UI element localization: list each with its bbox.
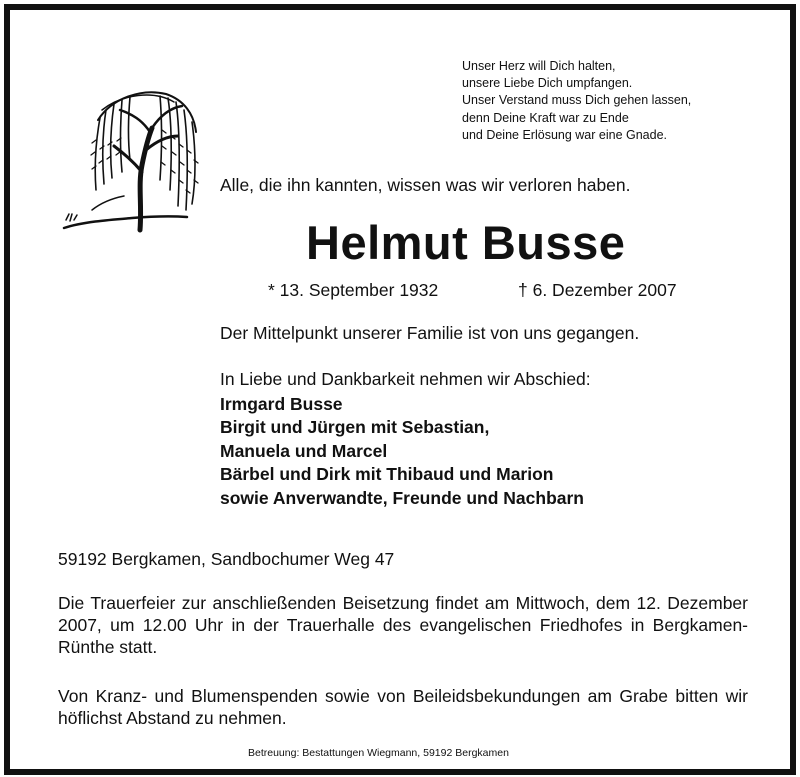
mourners-list [220, 393, 584, 510]
mourner-line: sowie Anverwandte, Freunde und Nachbarn [220, 487, 584, 508]
poem [462, 58, 691, 144]
mourner-line: Manuela und Marcel [220, 440, 388, 461]
ceremony-notice: Die Trauerfeier zur anschließenden Beisetzung findet am Mittwoch, dem 12. Dezember 2007, um 12.00 Uhr in der Trauerhalle des evangelischen Friedhofes in Bergkamen-Rünthe statt. [58, 593, 748, 657]
poem-line: denn Deine Kraft war zu Ende [462, 110, 629, 125]
poem-line: unsere Liebe Dich umpfangen. [462, 76, 633, 91]
farewell-line: In Liebe und Dankbarkeit nehmen wir Abschied: [220, 369, 591, 389]
family-address: 59192 Bergkamen, Sandbochumer Weg 47 [58, 549, 395, 569]
flowers-notice: Von Kranz- und Blumenspenden sowie von Beileidsbekundungen am Grabe bitten wir höflichst Abstand zu nehmen. [58, 686, 748, 728]
weeping-willow-icon [62, 80, 202, 250]
mourner-line: Birgit und Jürgen mit Sebastian, [220, 417, 490, 438]
poem-line: Unser Verstand muss Dich gehen lassen, [462, 93, 692, 108]
obituary-frame [4, 4, 796, 775]
deceased-name: Helmut Busse [306, 216, 626, 269]
poem-line: Unser Herz will Dich halten, [462, 59, 616, 73]
mourner-line: Bärbel und Dirk mit Thibaud und Marion [220, 464, 554, 485]
intro-line: Alle, die ihn kannten, wissen was wir verloren haben. [220, 175, 631, 195]
poem-line: und Deine Erlösung war eine Gnade. [462, 127, 667, 142]
funeral-home-credit: Betreuung: Bestattungen Wiegmann, 59192 Bergkamen [248, 747, 509, 759]
mourner-line: Irmgard Busse [220, 394, 343, 414]
death-date: † 6. Dezember 2007 [518, 280, 677, 300]
birth-date: * 13. September 1932 [268, 280, 439, 300]
family-statement: Der Mittelpunkt unserer Familie ist von uns gegangen. [220, 323, 640, 343]
